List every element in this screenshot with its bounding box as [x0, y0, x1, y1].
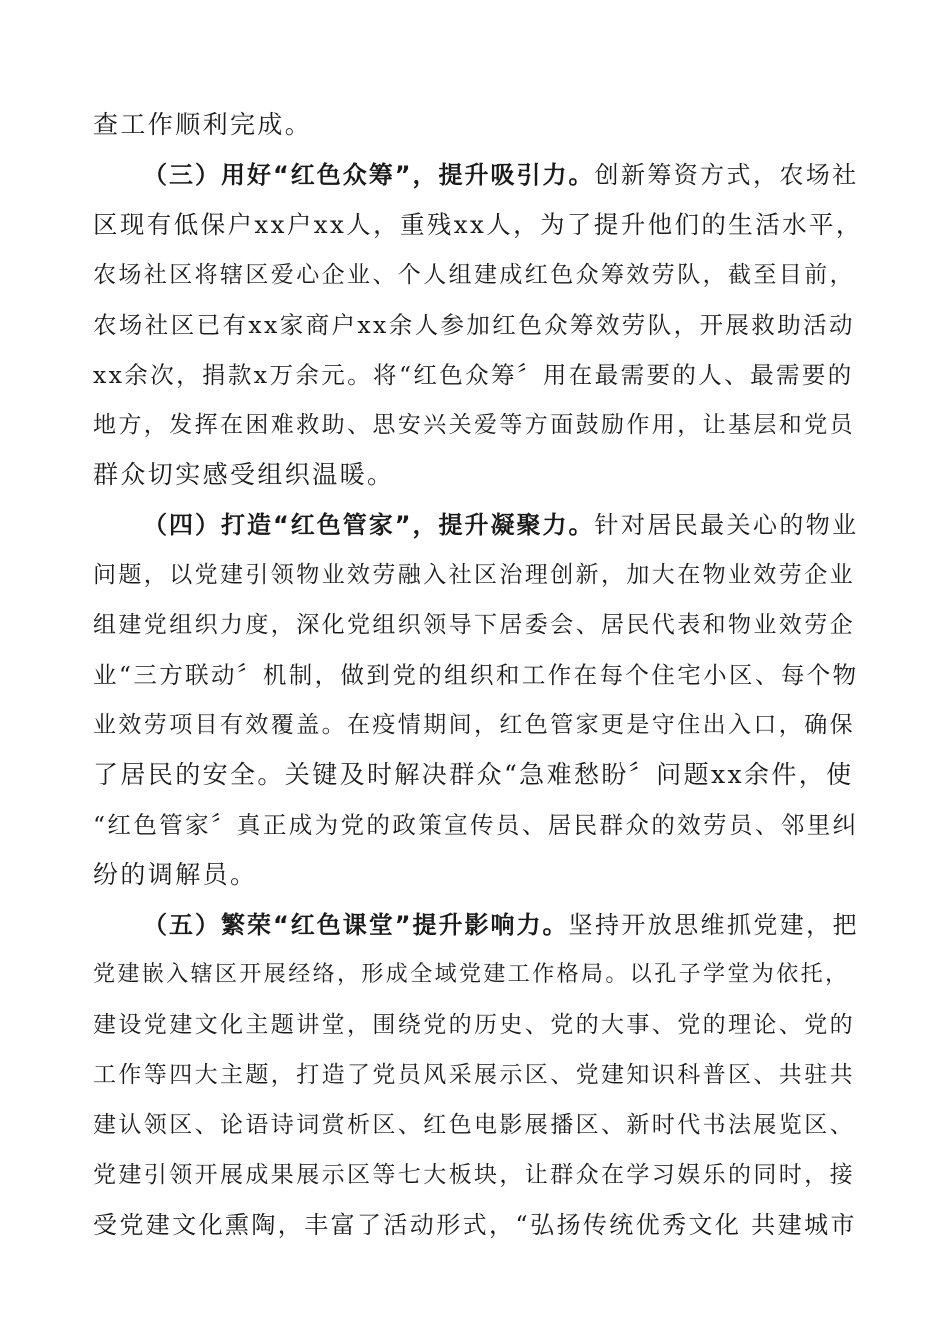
text-line: 地方，发挥在困难救助、思安兴关爱等方面鼓励作用，让基层和党员	[93, 412, 855, 438]
section-heading: （五）繁荣“红色课堂”提升影响力。	[143, 911, 569, 939]
text-line: 党建引领开展成果展示区等七大板块，让群众在学习娱乐的同时，接	[93, 1162, 855, 1188]
text-line: 问题，以党建引领物业效劳融入社区治理创新，加大在物业效劳企业	[93, 562, 855, 588]
text-line	[143, 508, 863, 542]
section-heading: （四）打造“红色管家”，提升凝聚力。	[143, 511, 595, 539]
text-line: xx余次，捐款x万余元。将“红色众筹〞用在最需要的人、最需要的	[93, 361, 854, 389]
text-line: 业效劳项目有效覆盖。在疫情期间，红色管家更是守住出入口，确保	[93, 712, 855, 738]
text-line	[143, 908, 863, 942]
text-line: 组建党组织力度，深化党组织领导下居委会、居民代表和物业效劳企	[93, 612, 855, 638]
text-line: 建设党建文化主题讲堂，围绕党的历史、党的大事、党的理论、党的	[93, 1012, 855, 1038]
text-line: 建认领区、论语诗词赏析区、红色电影展播区、新时代书法展览区、	[93, 1112, 855, 1138]
text-line: 群众切实感受组织温暖。	[93, 460, 395, 489]
text-line: 农场社区将辖区爱心企业、个人组建成红色众筹效劳队，截至目前，	[93, 262, 855, 288]
text-line: “红色管家〞真正成为党的政策宣传员、居民群众的效劳员、邻里纠	[93, 811, 859, 839]
text-line: 纷的调解员。	[93, 860, 258, 889]
text-line: 受党建文化熏陶，丰富了活动形式，“弘扬传统优秀文化 共建城市	[93, 1211, 857, 1239]
text-line	[143, 158, 863, 192]
text-line: 了居民的安全。关键及时解决群众“急难愁盼〞问题xx余件，使	[93, 760, 854, 789]
text-line-continuation: 坚持开放思维抓党建，把	[568, 911, 859, 939]
text-line: 查工作顺利完成。	[93, 110, 313, 139]
text-line-continuation: 针对居民最关心的物业	[594, 511, 859, 539]
text-line: 农场社区已有xx家商户xx余人参加红色众筹效劳队，开展救助活动	[93, 311, 855, 339]
text-line-continuation: 创新筹资方式，农场社	[594, 161, 859, 189]
text-line: 业“三方联动〞机制，做到党的组织和工作在每个住宅小区、每个物	[93, 661, 859, 689]
text-line: 区现有低保户xx户xx人，重残xx人，为了提升他们的生活水平，	[93, 210, 863, 239]
text-line: 工作等四大主题，打造了党员风采展示区、党建知识科普区、共驻共	[93, 1062, 855, 1088]
text-line: 党建嵌入辖区开展经络，形成全域党建工作格局。以孔子学堂为依托，	[93, 962, 850, 987]
section-heading: （三）用好“红色众筹”，提升吸引力。	[143, 161, 595, 189]
